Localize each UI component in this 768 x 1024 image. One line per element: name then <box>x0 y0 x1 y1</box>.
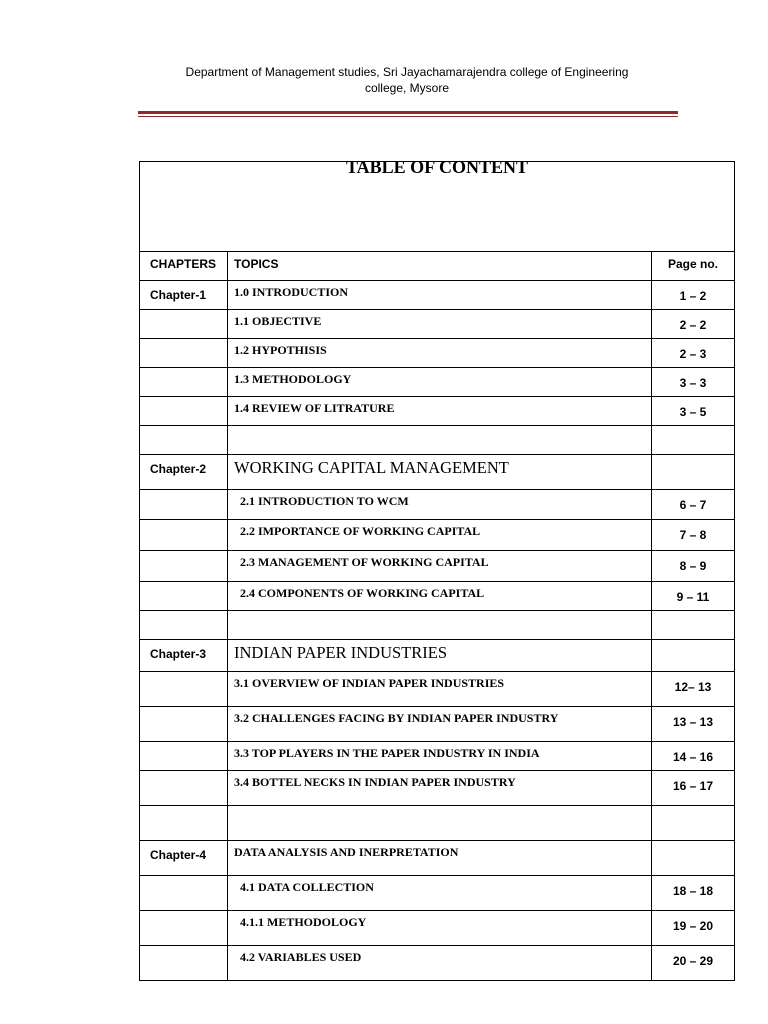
page-range: 13 – 13 <box>672 715 714 729</box>
table-row <box>140 742 735 771</box>
chapter-label: Chapter-2 <box>150 462 207 476</box>
page-cell <box>652 551 735 582</box>
page-cell <box>652 611 735 640</box>
topic-label: 3.1 OVERVIEW OF INDIAN PAPER INDUSTRIES <box>234 676 505 690</box>
page-cell <box>652 490 735 520</box>
topic-cell <box>228 742 652 771</box>
toc-header-row <box>140 252 735 281</box>
topic-cell <box>228 911 652 946</box>
topic-label: 4.1 DATA COLLECTION <box>240 880 374 894</box>
chapter-cell <box>140 841 228 876</box>
page-cell <box>652 310 735 339</box>
header-line-1: Department of Management studies, Sri Jayachamarajendra college of Engineering <box>185 65 629 79</box>
header-line-2: college, Mysore <box>364 81 450 95</box>
page-cell <box>652 520 735 551</box>
page-cell <box>652 742 735 771</box>
table-row <box>140 551 735 582</box>
chapter-label <box>140 490 227 497</box>
toc-title-cell <box>140 157 735 252</box>
page-range: 14 – 16 <box>672 750 714 764</box>
chapter-label <box>140 310 227 317</box>
page-range: 19 – 20 <box>672 919 714 933</box>
page-cell <box>652 281 735 310</box>
page-range <box>652 455 734 463</box>
page-range <box>652 426 734 434</box>
page-cell <box>652 455 735 490</box>
topic-label: 4.1.1 METHODOLOGY <box>240 915 367 929</box>
page-range <box>652 611 734 619</box>
chapter-cell <box>140 551 228 582</box>
chapter-label <box>140 742 227 749</box>
table-row <box>140 368 735 397</box>
page-range: 7 – 8 <box>679 528 707 542</box>
page-cell <box>652 582 735 611</box>
chapter-label <box>140 339 227 346</box>
chapter-cell <box>140 876 228 911</box>
chapter-cell <box>140 281 228 310</box>
chapter-label <box>140 368 227 375</box>
topic-label <box>228 806 651 810</box>
topic-cell <box>228 582 652 611</box>
table-row <box>140 455 735 490</box>
page-cell <box>652 806 735 841</box>
chapter-cell <box>140 911 228 946</box>
topic-label: 3.4 BOTTEL NECKS IN INDIAN PAPER INDUSTRY <box>234 775 516 789</box>
topic-cell <box>228 707 652 742</box>
topic-label <box>228 426 651 430</box>
page-range <box>652 841 734 849</box>
page-cell <box>652 841 735 876</box>
topic-label: 1.0 INTRODUCTION <box>234 285 349 299</box>
table-row <box>140 611 735 640</box>
topic-cell <box>228 397 652 426</box>
page-header <box>138 64 676 96</box>
header-cell-chapters <box>140 252 228 281</box>
topic-cell <box>228 876 652 911</box>
chapter-cell <box>140 707 228 742</box>
topic-cell <box>228 551 652 582</box>
header-cell-topics <box>228 252 652 281</box>
page-cell <box>652 397 735 426</box>
page-range: 20 – 29 <box>672 954 714 968</box>
page-range: 8 – 9 <box>679 559 707 573</box>
chapter-cell <box>140 426 228 455</box>
chapter-cell <box>140 771 228 806</box>
chapter-label <box>140 911 227 918</box>
page-range <box>652 806 734 814</box>
table-row <box>140 490 735 520</box>
table-row <box>140 426 735 455</box>
table-row <box>140 339 735 368</box>
chapter-cell <box>140 640 228 672</box>
topic-label: INDIAN PAPER INDUSTRIES <box>234 643 447 662</box>
page-cell <box>652 640 735 672</box>
topic-label <box>228 611 651 615</box>
topic-label: 2.3 MANAGEMENT OF WORKING CAPITAL <box>240 555 489 569</box>
table-row <box>140 771 735 806</box>
chapter-label <box>140 582 227 589</box>
column-header-chapters: CHAPTERS <box>150 257 217 271</box>
page-range: 9 – 11 <box>676 590 710 604</box>
topic-cell <box>228 946 652 981</box>
topic-label: 1.2 HYPOTHISIS <box>234 343 327 357</box>
chapter-label <box>140 397 227 404</box>
topic-label: 3.3 TOP PLAYERS IN THE PAPER INDUSTRY IN INDIA <box>234 746 540 760</box>
topic-cell <box>228 611 652 640</box>
chapter-cell <box>140 806 228 841</box>
chapter-label: Chapter-1 <box>150 288 207 302</box>
chapter-label <box>140 946 227 953</box>
table-row <box>140 876 735 911</box>
table-row <box>140 806 735 841</box>
chapter-cell <box>140 582 228 611</box>
header-rule-thin <box>138 116 678 117</box>
table-row <box>140 672 735 707</box>
chapter-cell <box>140 611 228 640</box>
topic-cell <box>228 490 652 520</box>
chapter-cell <box>140 520 228 551</box>
topic-label: 3.2 CHALLENGES FACING BY INDIAN PAPER INDUSTRY <box>234 711 559 725</box>
page-range: 3 – 3 <box>679 376 707 390</box>
page-cell <box>652 771 735 806</box>
table-row <box>140 281 735 310</box>
topic-cell <box>228 806 652 841</box>
page-cell <box>652 707 735 742</box>
header-rule-thick <box>138 111 678 114</box>
chapter-cell <box>140 310 228 339</box>
header-cell-page <box>652 252 735 281</box>
topic-label: 2.1 INTRODUCTION TO WCM <box>240 494 409 508</box>
chapter-label <box>140 520 227 527</box>
page-range: 2 – 2 <box>679 318 707 332</box>
chapter-label <box>140 551 227 558</box>
topic-cell <box>228 455 652 490</box>
table-row <box>140 520 735 551</box>
topic-label: 1.1 OBJECTIVE <box>234 314 322 328</box>
page-range <box>652 640 734 648</box>
toc-title: TABLE OF CONTENT <box>346 157 529 177</box>
topic-cell <box>228 368 652 397</box>
table-row <box>140 946 735 981</box>
topic-cell <box>228 771 652 806</box>
table-row <box>140 841 735 876</box>
chapter-cell <box>140 490 228 520</box>
topic-cell <box>228 281 652 310</box>
table-row <box>140 310 735 339</box>
page-range: 16 – 17 <box>672 779 714 793</box>
chapter-label <box>140 771 227 778</box>
page-range: 2 – 3 <box>679 347 707 361</box>
chapter-label <box>140 611 227 618</box>
chapter-label: Chapter-4 <box>150 848 207 862</box>
page-range: 18 – 18 <box>672 884 714 898</box>
page-range: 1 – 2 <box>679 289 707 303</box>
table-of-contents <box>139 157 735 981</box>
page-range: 6 – 7 <box>679 498 707 512</box>
table-row <box>140 640 735 672</box>
topic-cell <box>228 841 652 876</box>
topic-label: 1.3 METHODOLOGY <box>234 372 352 386</box>
topic-label: WORKING CAPITAL MANAGEMENT <box>234 458 509 477</box>
topic-label: 1.4 REVIEW OF LITRATURE <box>234 401 395 415</box>
table-row <box>140 707 735 742</box>
topic-cell <box>228 310 652 339</box>
table-row <box>140 397 735 426</box>
table-row <box>140 911 735 946</box>
page-range: 12– 13 <box>674 680 712 694</box>
chapter-label <box>140 426 227 433</box>
chapter-cell <box>140 339 228 368</box>
chapter-cell <box>140 455 228 490</box>
topic-label: 2.4 COMPONENTS OF WORKING CAPITAL <box>240 586 485 600</box>
page-cell <box>652 339 735 368</box>
chapter-cell <box>140 672 228 707</box>
page-cell <box>652 672 735 707</box>
page-cell <box>652 368 735 397</box>
chapter-label <box>140 876 227 883</box>
topic-cell <box>228 640 652 672</box>
toc-title-row <box>140 162 735 252</box>
chapter-label <box>140 672 227 679</box>
page-cell <box>652 876 735 911</box>
column-header-page: Page no. <box>668 257 719 271</box>
chapter-label <box>140 707 227 714</box>
table-row <box>140 582 735 611</box>
topic-cell <box>228 520 652 551</box>
topic-cell <box>228 426 652 455</box>
chapter-cell <box>140 368 228 397</box>
chapter-label <box>140 806 227 813</box>
topic-cell <box>228 672 652 707</box>
chapter-cell <box>140 742 228 771</box>
chapter-cell <box>140 397 228 426</box>
topic-label: 4.2 VARIABLES USED <box>240 950 362 964</box>
topic-cell <box>228 339 652 368</box>
chapter-cell <box>140 946 228 981</box>
page-cell <box>652 426 735 455</box>
page-range: 3 – 5 <box>679 405 707 419</box>
topic-label: 2.2 IMPORTANCE OF WORKING CAPITAL <box>240 524 481 538</box>
page-cell <box>652 911 735 946</box>
column-header-topics: TOPICS <box>234 257 279 271</box>
page-cell <box>652 946 735 981</box>
topic-label: DATA ANALYSIS AND INERPRETATION <box>234 845 459 859</box>
chapter-label: Chapter-3 <box>150 647 207 661</box>
